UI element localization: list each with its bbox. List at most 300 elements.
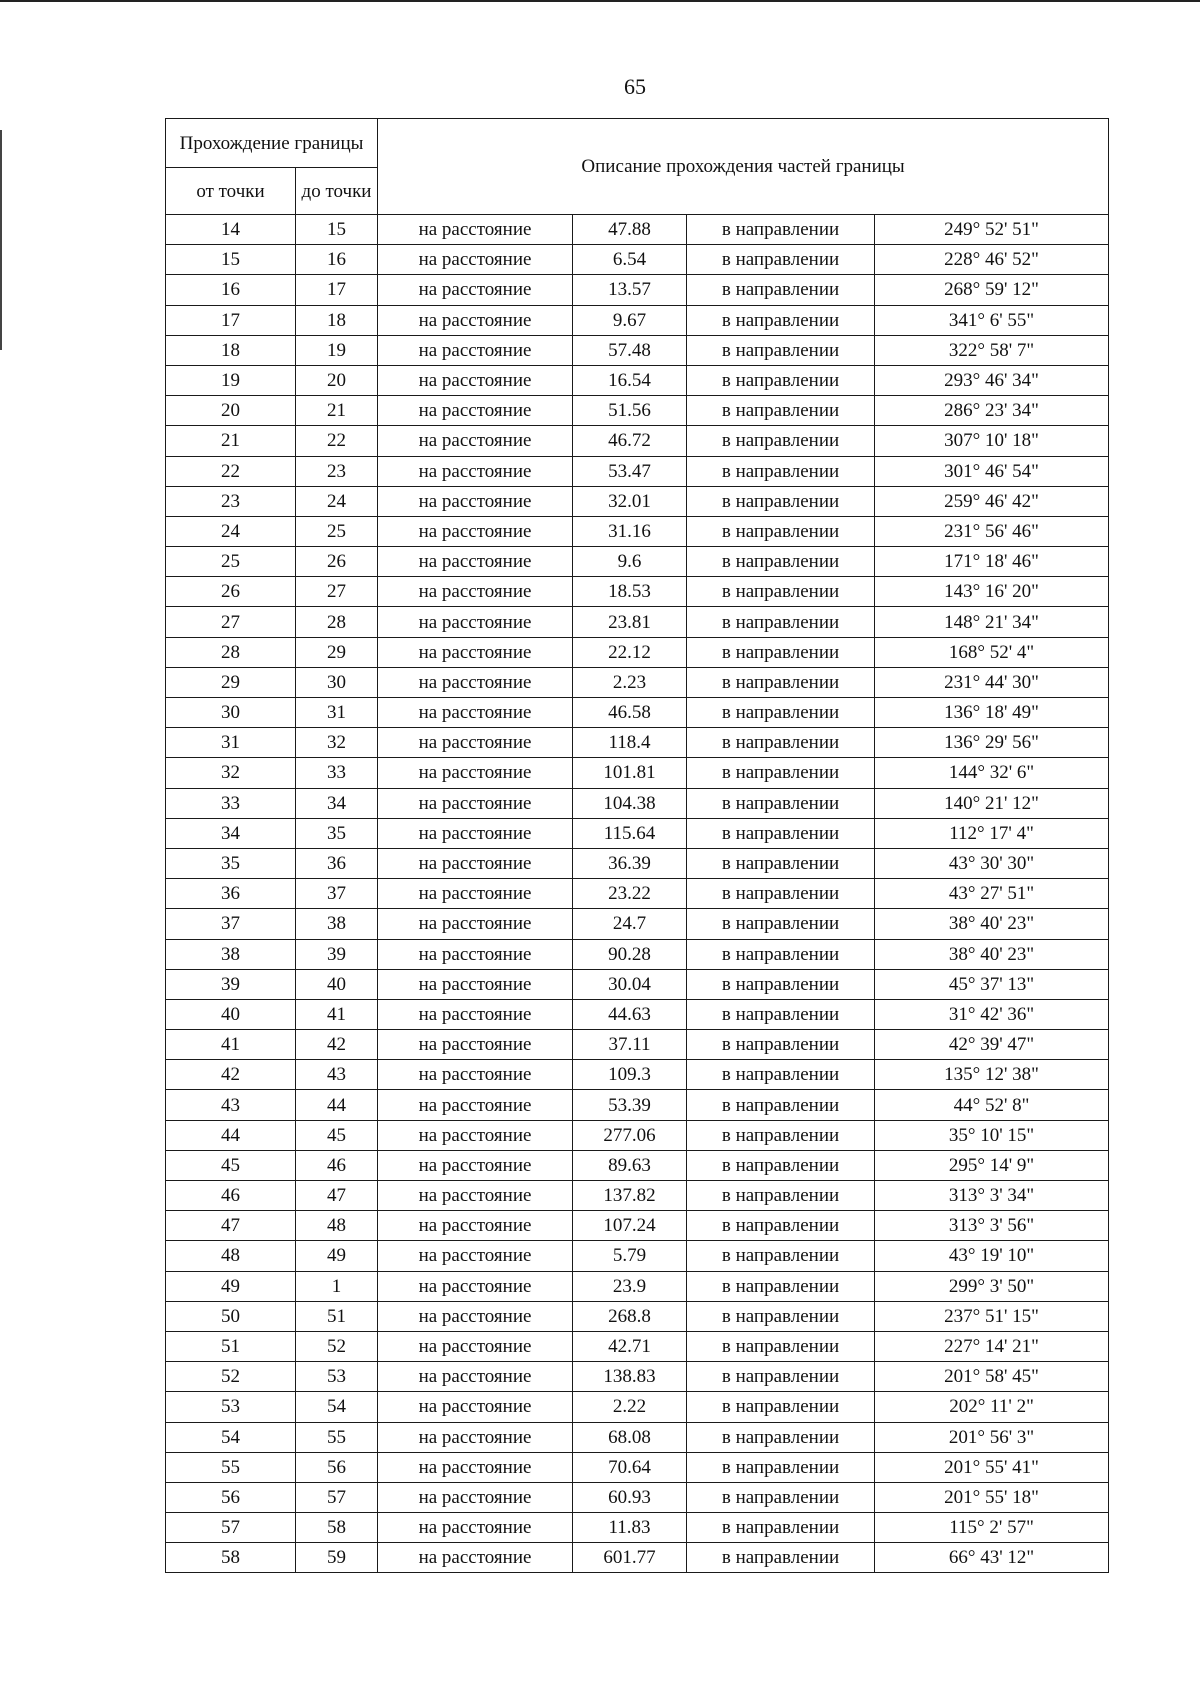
from-point-cell: 54 <box>166 1422 296 1452</box>
from-point-cell: 45 <box>166 1150 296 1180</box>
to-point-cell: 31 <box>296 698 378 728</box>
to-point-cell: 37 <box>296 879 378 909</box>
table-row <box>166 1331 1109 1361</box>
bearing-value-cell: 201° 58' 45" <box>875 1362 1109 1392</box>
to-point-cell: 34 <box>296 788 378 818</box>
to-point-cell: 32 <box>296 728 378 758</box>
distance-label-cell: на расстояние <box>378 516 573 546</box>
bearing-value-cell: 43° 30' 30" <box>875 848 1109 878</box>
bearing-value-cell: 202° 11' 2" <box>875 1392 1109 1422</box>
table-row <box>166 667 1109 697</box>
distance-value-cell: 601.77 <box>573 1543 687 1573</box>
distance-value-cell: 6.54 <box>573 245 687 275</box>
distance-value-cell: 30.04 <box>573 969 687 999</box>
from-point-cell: 29 <box>166 667 296 697</box>
direction-label-cell: в направлении <box>687 698 875 728</box>
direction-label-cell: в направлении <box>687 305 875 335</box>
distance-label-cell: на расстояние <box>378 456 573 486</box>
to-point-cell: 21 <box>296 396 378 426</box>
distance-value-cell: 9.67 <box>573 305 687 335</box>
distance-label-cell: на расстояние <box>378 365 573 395</box>
table-row <box>166 456 1109 486</box>
distance-value-cell: 44.63 <box>573 999 687 1029</box>
distance-label-cell: на расстояние <box>378 728 573 758</box>
distance-value-cell: 2.23 <box>573 667 687 697</box>
table-row <box>166 698 1109 728</box>
distance-value-cell: 32.01 <box>573 486 687 516</box>
distance-value-cell: 51.56 <box>573 396 687 426</box>
from-point-cell: 36 <box>166 879 296 909</box>
bearing-value-cell: 112° 17' 4" <box>875 818 1109 848</box>
direction-label-cell: в направлении <box>687 637 875 667</box>
table-row <box>166 788 1109 818</box>
table-row <box>166 1211 1109 1241</box>
distance-label-cell: на расстояние <box>378 396 573 426</box>
distance-label-cell: на расстояние <box>378 1513 573 1543</box>
distance-label-cell: на расстояние <box>378 335 573 365</box>
distance-value-cell: 68.08 <box>573 1422 687 1452</box>
distance-label-cell: на расстояние <box>378 1060 573 1090</box>
bearing-value-cell: 201° 55' 18" <box>875 1482 1109 1512</box>
bearing-value-cell: 313° 3' 34" <box>875 1181 1109 1211</box>
to-point-cell: 58 <box>296 1513 378 1543</box>
table-row <box>166 1422 1109 1452</box>
direction-label-cell: в направлении <box>687 788 875 818</box>
table-row <box>166 516 1109 546</box>
direction-label-cell: в направлении <box>687 999 875 1029</box>
table-row <box>166 275 1109 305</box>
distance-label-cell: на расстояние <box>378 486 573 516</box>
direction-label-cell: в направлении <box>687 939 875 969</box>
bearing-value-cell: 322° 58' 7" <box>875 335 1109 365</box>
bearing-value-cell: 136° 29' 56" <box>875 728 1109 758</box>
from-point-cell: 26 <box>166 577 296 607</box>
table-row <box>166 1181 1109 1211</box>
from-point-cell: 40 <box>166 999 296 1029</box>
direction-label-cell: в направлении <box>687 486 875 516</box>
from-point-cell: 24 <box>166 516 296 546</box>
from-point-cell: 47 <box>166 1211 296 1241</box>
distance-label-cell: на расстояние <box>378 1030 573 1060</box>
bearing-value-cell: 259° 46' 42" <box>875 486 1109 516</box>
to-point-cell: 30 <box>296 667 378 697</box>
direction-label-cell: в направлении <box>687 728 875 758</box>
distance-value-cell: 13.57 <box>573 275 687 305</box>
table-row <box>166 1452 1109 1482</box>
direction-label-cell: в направлении <box>687 1301 875 1331</box>
distance-value-cell: 101.81 <box>573 758 687 788</box>
to-point-cell: 16 <box>296 245 378 275</box>
table-row <box>166 969 1109 999</box>
from-point-cell: 53 <box>166 1392 296 1422</box>
direction-label-cell: в направлении <box>687 275 875 305</box>
to-point-cell: 23 <box>296 456 378 486</box>
table-row <box>166 999 1109 1029</box>
distance-label-cell: на расстояние <box>378 909 573 939</box>
distance-label-cell: на расстояние <box>378 1422 573 1452</box>
from-point-cell: 57 <box>166 1513 296 1543</box>
to-point-cell: 43 <box>296 1060 378 1090</box>
distance-value-cell: 57.48 <box>573 335 687 365</box>
table-row <box>166 365 1109 395</box>
distance-label-cell: на расстояние <box>378 1090 573 1120</box>
from-point-cell: 33 <box>166 788 296 818</box>
distance-label-cell: на расстояние <box>378 1271 573 1301</box>
from-point-cell: 55 <box>166 1452 296 1482</box>
from-point-cell: 51 <box>166 1331 296 1361</box>
scan-edge-top <box>0 0 1200 2</box>
table-row <box>166 607 1109 637</box>
bearing-value-cell: 115° 2' 57" <box>875 1513 1109 1543</box>
from-point-cell: 30 <box>166 698 296 728</box>
from-point-cell: 56 <box>166 1482 296 1512</box>
bearing-value-cell: 286° 23' 34" <box>875 396 1109 426</box>
from-point-cell: 27 <box>166 607 296 637</box>
to-point-cell: 56 <box>296 1452 378 1482</box>
bearing-value-cell: 45° 37' 13" <box>875 969 1109 999</box>
distance-value-cell: 5.79 <box>573 1241 687 1271</box>
table-row <box>166 1241 1109 1271</box>
direction-label-cell: в направлении <box>687 1060 875 1090</box>
bearing-value-cell: 38° 40' 23" <box>875 939 1109 969</box>
distance-value-cell: 277.06 <box>573 1120 687 1150</box>
from-point-cell: 19 <box>166 365 296 395</box>
to-point-cell: 19 <box>296 335 378 365</box>
table-row <box>166 215 1109 245</box>
distance-value-cell: 9.6 <box>573 547 687 577</box>
to-point-cell: 40 <box>296 969 378 999</box>
bearing-value-cell: 171° 18' 46" <box>875 547 1109 577</box>
header-row-top <box>166 119 1109 168</box>
to-point-cell: 1 <box>296 1271 378 1301</box>
to-point-cell: 15 <box>296 215 378 245</box>
direction-label-cell: в направлении <box>687 245 875 275</box>
from-point-cell: 42 <box>166 1060 296 1090</box>
direction-label-cell: в направлении <box>687 1482 875 1512</box>
distance-value-cell: 42.71 <box>573 1331 687 1361</box>
from-point-cell: 49 <box>166 1271 296 1301</box>
bearing-value-cell: 66° 43' 12" <box>875 1543 1109 1573</box>
direction-label-cell: в направлении <box>687 909 875 939</box>
distance-value-cell: 23.81 <box>573 607 687 637</box>
direction-label-cell: в направлении <box>687 1422 875 1452</box>
direction-label-cell: в направлении <box>687 1543 875 1573</box>
distance-label-cell: на расстояние <box>378 1150 573 1180</box>
table-row <box>166 637 1109 667</box>
distance-label-cell: на расстояние <box>378 1211 573 1241</box>
table-body <box>166 215 1109 1573</box>
from-point-cell: 37 <box>166 909 296 939</box>
bearing-value-cell: 38° 40' 23" <box>875 909 1109 939</box>
to-point-cell: 29 <box>296 637 378 667</box>
bearing-value-cell: 140° 21' 12" <box>875 788 1109 818</box>
distance-label-cell: на расстояние <box>378 758 573 788</box>
distance-value-cell: 37.11 <box>573 1030 687 1060</box>
to-point-cell: 35 <box>296 818 378 848</box>
to-point-cell: 38 <box>296 909 378 939</box>
direction-label-cell: в направлении <box>687 1513 875 1543</box>
distance-value-cell: 107.24 <box>573 1211 687 1241</box>
to-point-cell: 41 <box>296 999 378 1029</box>
table-row <box>166 1362 1109 1392</box>
distance-value-cell: 70.64 <box>573 1452 687 1482</box>
to-point-cell: 45 <box>296 1120 378 1150</box>
bearing-value-cell: 231° 56' 46" <box>875 516 1109 546</box>
distance-label-cell: на расстояние <box>378 999 573 1029</box>
distance-value-cell: 268.8 <box>573 1301 687 1331</box>
bearing-value-cell: 268° 59' 12" <box>875 275 1109 305</box>
from-point-cell: 38 <box>166 939 296 969</box>
direction-label-cell: в направлении <box>687 1211 875 1241</box>
from-point-cell: 48 <box>166 1241 296 1271</box>
bearing-value-cell: 43° 27' 51" <box>875 879 1109 909</box>
to-point-cell: 52 <box>296 1331 378 1361</box>
from-point-cell: 14 <box>166 215 296 245</box>
table-row <box>166 1301 1109 1331</box>
from-point-cell: 25 <box>166 547 296 577</box>
table-row <box>166 305 1109 335</box>
distance-value-cell: 36.39 <box>573 848 687 878</box>
table-row <box>166 547 1109 577</box>
distance-label-cell: на расстояние <box>378 939 573 969</box>
table-row <box>166 1060 1109 1090</box>
direction-label-cell: в направлении <box>687 547 875 577</box>
table-row <box>166 245 1109 275</box>
page-number: 65 <box>624 74 646 99</box>
bearing-value-cell: 44° 52' 8" <box>875 1090 1109 1120</box>
table-row <box>166 1482 1109 1512</box>
bearing-value-cell: 295° 14' 9" <box>875 1150 1109 1180</box>
distance-label-cell: на расстояние <box>378 1482 573 1512</box>
to-point-cell: 36 <box>296 848 378 878</box>
from-point-cell: 35 <box>166 848 296 878</box>
to-point-cell: 42 <box>296 1030 378 1060</box>
distance-value-cell: 60.93 <box>573 1482 687 1512</box>
bearing-value-cell: 299° 3' 50" <box>875 1271 1109 1301</box>
distance-value-cell: 90.28 <box>573 939 687 969</box>
distance-value-cell: 2.22 <box>573 1392 687 1422</box>
distance-value-cell: 89.63 <box>573 1150 687 1180</box>
table-row <box>166 1150 1109 1180</box>
bearing-value-cell: 135° 12' 38" <box>875 1060 1109 1090</box>
distance-label-cell: на расстояние <box>378 969 573 999</box>
bearing-value-cell: 144° 32' 6" <box>875 758 1109 788</box>
header-to-point: до точки <box>296 168 378 215</box>
to-point-cell: 20 <box>296 365 378 395</box>
bearing-value-cell: 228° 46' 52" <box>875 245 1109 275</box>
header-boundary-group: Прохождение границы <box>166 119 378 168</box>
direction-label-cell: в направлении <box>687 1271 875 1301</box>
from-point-cell: 16 <box>166 275 296 305</box>
bearing-value-cell: 313° 3' 56" <box>875 1211 1109 1241</box>
direction-label-cell: в направлении <box>687 215 875 245</box>
distance-label-cell: на расстояние <box>378 1301 573 1331</box>
from-point-cell: 32 <box>166 758 296 788</box>
from-point-cell: 41 <box>166 1030 296 1060</box>
bearing-value-cell: 227° 14' 21" <box>875 1331 1109 1361</box>
direction-label-cell: в направлении <box>687 879 875 909</box>
distance-label-cell: на расстояние <box>378 426 573 456</box>
to-point-cell: 54 <box>296 1392 378 1422</box>
table-row <box>166 818 1109 848</box>
distance-value-cell: 31.16 <box>573 516 687 546</box>
distance-value-cell: 22.12 <box>573 637 687 667</box>
distance-value-cell: 109.3 <box>573 1060 687 1090</box>
bearing-value-cell: 293° 46' 34" <box>875 365 1109 395</box>
direction-label-cell: в направлении <box>687 607 875 637</box>
distance-label-cell: на расстояние <box>378 818 573 848</box>
distance-label-cell: на расстояние <box>378 879 573 909</box>
distance-label-cell: на расстояние <box>378 547 573 577</box>
distance-value-cell: 24.7 <box>573 909 687 939</box>
from-point-cell: 52 <box>166 1362 296 1392</box>
to-point-cell: 55 <box>296 1422 378 1452</box>
bearing-value-cell: 35° 10' 15" <box>875 1120 1109 1150</box>
direction-label-cell: в направлении <box>687 848 875 878</box>
distance-value-cell: 46.72 <box>573 426 687 456</box>
distance-value-cell: 23.9 <box>573 1271 687 1301</box>
table-row <box>166 426 1109 456</box>
table-row <box>166 1271 1109 1301</box>
distance-value-cell: 18.53 <box>573 577 687 607</box>
from-point-cell: 39 <box>166 969 296 999</box>
from-point-cell: 50 <box>166 1301 296 1331</box>
direction-label-cell: в направлении <box>687 456 875 486</box>
table-row <box>166 879 1109 909</box>
direction-label-cell: в направлении <box>687 1120 875 1150</box>
distance-label-cell: на расстояние <box>378 577 573 607</box>
bearing-value-cell: 301° 46' 54" <box>875 456 1109 486</box>
bearing-value-cell: 249° 52' 51" <box>875 215 1109 245</box>
distance-label-cell: на расстояние <box>378 1181 573 1211</box>
distance-label-cell: на расстояние <box>378 1543 573 1573</box>
table-row <box>166 1543 1109 1573</box>
to-point-cell: 33 <box>296 758 378 788</box>
to-point-cell: 53 <box>296 1362 378 1392</box>
to-point-cell: 44 <box>296 1090 378 1120</box>
distance-value-cell: 53.39 <box>573 1090 687 1120</box>
table-row <box>166 758 1109 788</box>
scan-edge-left <box>0 130 2 350</box>
table-row <box>166 939 1109 969</box>
direction-label-cell: в направлении <box>687 365 875 395</box>
bearing-value-cell: 341° 6' 55" <box>875 305 1109 335</box>
distance-label-cell: на расстояние <box>378 1362 573 1392</box>
direction-label-cell: в направлении <box>687 1241 875 1271</box>
table-row <box>166 335 1109 365</box>
from-point-cell: 58 <box>166 1543 296 1573</box>
distance-value-cell: 118.4 <box>573 728 687 758</box>
table-row <box>166 1030 1109 1060</box>
distance-value-cell: 16.54 <box>573 365 687 395</box>
bearing-value-cell: 237° 51' 15" <box>875 1301 1109 1331</box>
table-row <box>166 396 1109 426</box>
distance-value-cell: 104.38 <box>573 788 687 818</box>
distance-label-cell: на расстояние <box>378 848 573 878</box>
to-point-cell: 49 <box>296 1241 378 1271</box>
from-point-cell: 46 <box>166 1181 296 1211</box>
distance-label-cell: на расстояние <box>378 215 573 245</box>
distance-value-cell: 47.88 <box>573 215 687 245</box>
bearing-value-cell: 148° 21' 34" <box>875 607 1109 637</box>
from-point-cell: 18 <box>166 335 296 365</box>
from-point-cell: 20 <box>166 396 296 426</box>
bearing-value-cell: 201° 56' 3" <box>875 1422 1109 1452</box>
distance-label-cell: на расстояние <box>378 1452 573 1482</box>
table-row <box>166 1090 1109 1120</box>
direction-label-cell: в направлении <box>687 1362 875 1392</box>
bearing-value-cell: 43° 19' 10" <box>875 1241 1109 1271</box>
from-point-cell: 43 <box>166 1090 296 1120</box>
from-point-cell: 22 <box>166 456 296 486</box>
distance-label-cell: на расстояние <box>378 1120 573 1150</box>
distance-label-cell: на расстояние <box>378 245 573 275</box>
distance-value-cell: 46.58 <box>573 698 687 728</box>
from-point-cell: 44 <box>166 1120 296 1150</box>
to-point-cell: 59 <box>296 1543 378 1573</box>
table-row <box>166 1392 1109 1422</box>
table-row <box>166 1120 1109 1150</box>
to-point-cell: 51 <box>296 1301 378 1331</box>
direction-label-cell: в направлении <box>687 1090 875 1120</box>
table-row <box>166 486 1109 516</box>
to-point-cell: 27 <box>296 577 378 607</box>
from-point-cell: 28 <box>166 637 296 667</box>
from-point-cell: 34 <box>166 818 296 848</box>
direction-label-cell: в направлении <box>687 1392 875 1422</box>
bearing-value-cell: 168° 52' 4" <box>875 637 1109 667</box>
to-point-cell: 39 <box>296 939 378 969</box>
bearing-value-cell: 307° 10' 18" <box>875 426 1109 456</box>
direction-label-cell: в направлении <box>687 426 875 456</box>
direction-label-cell: в направлении <box>687 818 875 848</box>
bearing-value-cell: 42° 39' 47" <box>875 1030 1109 1060</box>
bearing-value-cell: 31° 42' 36" <box>875 999 1109 1029</box>
distance-label-cell: на расстояние <box>378 1241 573 1271</box>
direction-label-cell: в направлении <box>687 1452 875 1482</box>
distance-value-cell: 11.83 <box>573 1513 687 1543</box>
from-point-cell: 23 <box>166 486 296 516</box>
table-row <box>166 728 1109 758</box>
distance-value-cell: 137.82 <box>573 1181 687 1211</box>
distance-label-cell: на расстояние <box>378 698 573 728</box>
direction-label-cell: в направлении <box>687 516 875 546</box>
bearing-value-cell: 143° 16' 20" <box>875 577 1109 607</box>
bearing-value-cell: 136° 18' 49" <box>875 698 1109 728</box>
distance-label-cell: на расстояние <box>378 305 573 335</box>
direction-label-cell: в направлении <box>687 335 875 365</box>
to-point-cell: 47 <box>296 1181 378 1211</box>
to-point-cell: 17 <box>296 275 378 305</box>
distance-value-cell: 23.22 <box>573 879 687 909</box>
header-from-point: от точки <box>166 168 296 215</box>
to-point-cell: 25 <box>296 516 378 546</box>
from-point-cell: 17 <box>166 305 296 335</box>
direction-label-cell: в направлении <box>687 758 875 788</box>
direction-label-cell: в направлении <box>687 1331 875 1361</box>
distance-value-cell: 115.64 <box>573 818 687 848</box>
boundary-table <box>165 118 1109 1573</box>
distance-label-cell: на расстояние <box>378 275 573 305</box>
to-point-cell: 24 <box>296 486 378 516</box>
from-point-cell: 31 <box>166 728 296 758</box>
table-row <box>166 848 1109 878</box>
distance-label-cell: на расстояние <box>378 1331 573 1361</box>
direction-label-cell: в направлении <box>687 1181 875 1211</box>
direction-label-cell: в направлении <box>687 1150 875 1180</box>
from-point-cell: 21 <box>166 426 296 456</box>
header-description: Описание прохождения частей границы <box>378 119 1109 215</box>
